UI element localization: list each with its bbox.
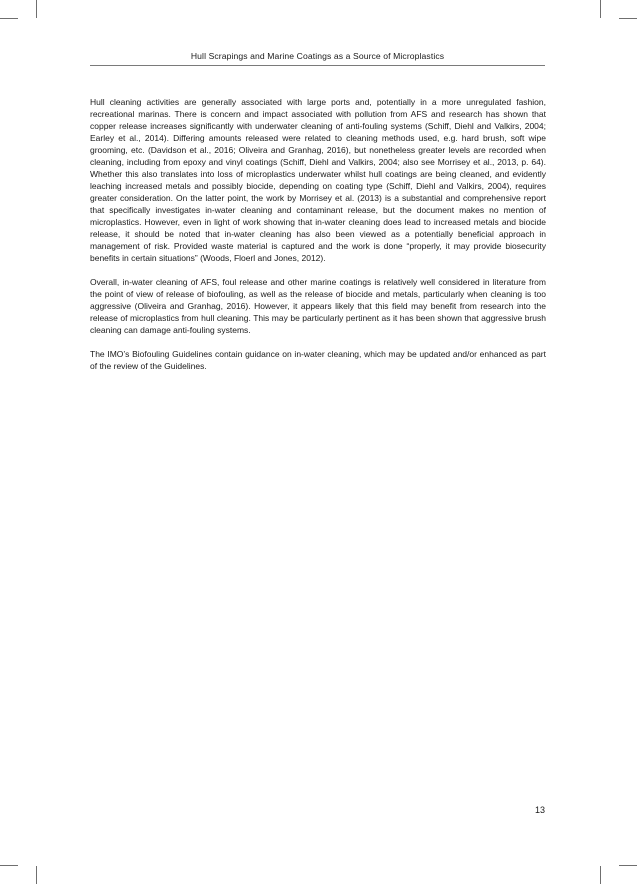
- page-number: 13: [534, 805, 545, 815]
- crop-mark-top-left-horizontal: [0, 18, 18, 19]
- paragraph: The IMO’s Biofouling Guidelines contain guidance on in-water cleaning, which may be updated and/or enhanced as part of the review of the Guidelines.: [90, 349, 546, 371]
- crop-mark-top-right: [600, 0, 601, 18]
- crop-mark-bottom-left: [36, 866, 37, 884]
- paragraph: Overall, in-water cleaning of AFS, foul release and other marine coatings is relatively well considered in literature from the point of view of release of biofouling, as well as the release of biocide and metals, particularly when cleaning is too aggressive (Oliveira and Granhag, 2016). However, it appears likely that this field may benefit from research into the release of microplastics from hull cleaning. This may be particularly pertinent as it has been shown that aggressive brush cleaning can damage anti-fouling systems.: [90, 277, 546, 335]
- crop-mark-bottom-right: [600, 866, 601, 884]
- crop-mark-bottom-left-horizontal: [0, 865, 18, 866]
- body-text: [90, 96, 546, 384]
- running-header: Hull Scrapings and Marine Coatings as a Source of Microplastics: [190, 51, 445, 61]
- crop-mark-bottom-right-horizontal: [619, 865, 637, 866]
- crop-mark-top-right-horizontal: [619, 18, 637, 19]
- paragraph: Hull cleaning activities are generally associated with large ports and, potentially in a more unregulated fashion, recreational marinas. There is concern and impact associated with pollution from AFS and research has shown that copper release increases significantly with underwater cleaning of anti-fouling systems (Schiff, Diehl and Valkirs, 2004; Earley et al., 2014). Differing amounts released were related to cleaning methods used, e.g. hard brush, soft wipe grooming, etc. (Davidson et al., 2016; Oliveira and Granhag, 2016), but nonetheless greater levels are recorded when cleaning, including from epoxy and vinyl coatings (Schiff, Diehl and Valkirs, 2004; also see Morrisey et al., 2013, p. 64). Whether this also translates into loss of microplastics underwater whilst hull coatings are being cleaned, and evidently leaching increased metals and possibly biocide, depending on coating type (Schiff, Diehl and Valkirs, 2004), requires greater consideration. On the latter point, the work by Morrisey et al. (2013) is a substantial and comprehensive report that specifically investigates in-water cleaning and contaminant release, but the document makes no mention of microplastics. However, even in light of work showing that in-water cleaning does lead to increased metals and biocide release, it should be noted that in-water cleaning has also been viewed as a potentially beneficial approach in management of risk. Provided waste material is captured and the work is done “properly, it may provide biosecurity benefits in certain situations” (Woods, Floerl and Jones, 2012).: [90, 97, 546, 263]
- header-rule: [90, 65, 545, 66]
- crop-mark-top-left: [36, 0, 37, 18]
